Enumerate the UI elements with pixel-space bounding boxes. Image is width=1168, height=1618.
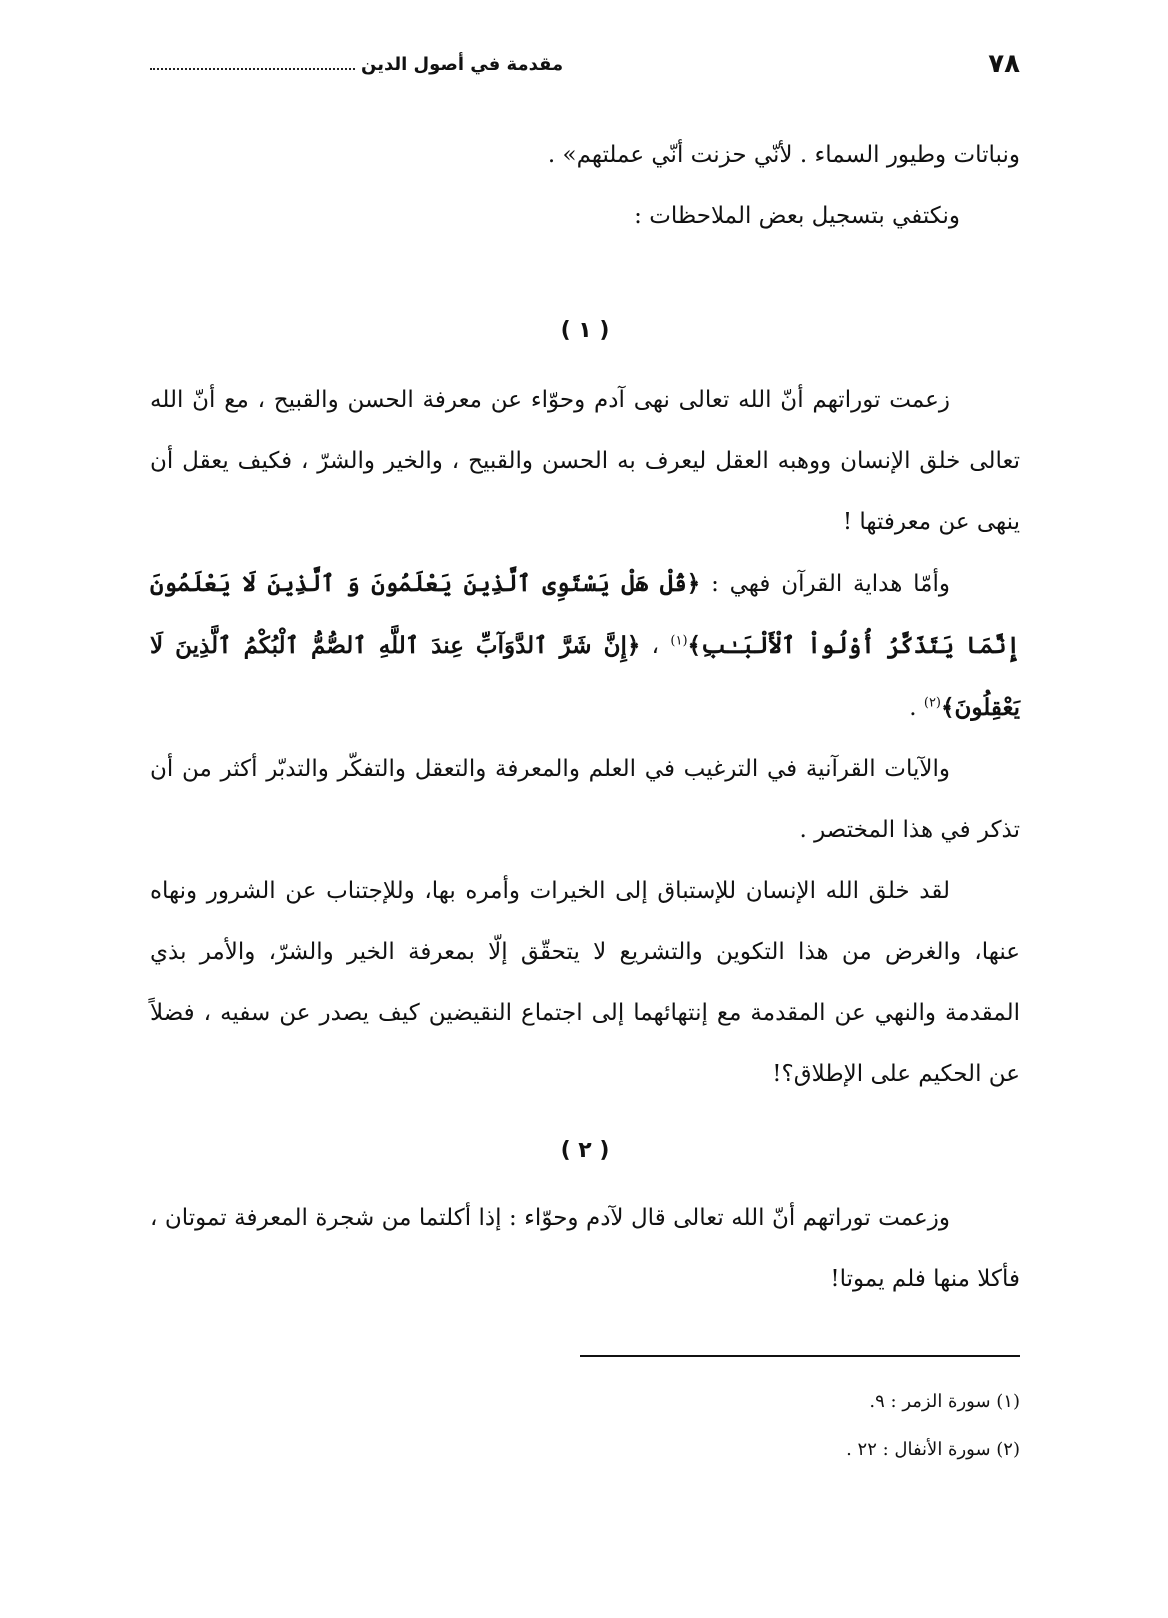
book-title: مقدمة في أصول الدين [361, 53, 564, 75]
verse-separator: ، [640, 633, 671, 659]
section-1-para-2 [150, 553, 1020, 739]
quran-verse-1: ﴿قُلْ هَلْ يَسْتَوِى ٱلَّذِينَ يَعْلَمُونَ وَ ٱلَّذِينَ لَا يَعْلَمُونَ إِنَّمَا يَتَذَكَّرُ أُوْلُواْ ٱلْأَلْبَـٰبِ﴾ [150, 570, 1020, 659]
section-2-body [150, 1188, 1020, 1310]
intro-line-1: ونباتات وطيور السماء . لأنّي حزنت أنّي عملتهم» . [547, 142, 1020, 168]
section-1-para-4: لقد خلق الله الإنسان للإستباق إلى الخيرات وأمره بها، وللإجتناب عن الشرور ونهاه عنها، والغرض من هذا التكوين والتشريع لا يتحقّق إلّا بمعرفة الخير والشرّ، والأمر بذي المقدمة والنهي عن المقدمة مع إنتهائهما إلى اجتماع النقيضين كيف يصدر عن سفيه ، فضلاً عن الحكيم على الإطلاق؟! [150, 878, 1020, 1087]
section-2-para-1: وزعمت توراتهم أنّ الله تعالى قال لآدم وحوّاء : إذا أكلتما من شجرة المعرفة تموتان ، فأكلا منها فلم يموتا! [150, 1205, 1020, 1292]
page-number: ٧٨ [988, 49, 1020, 79]
leader-dots [150, 58, 355, 70]
section-1-body [150, 370, 1020, 1105]
footnote-2: (٢) سورة الأنفال : ٢٢ . [846, 1439, 1020, 1460]
section-1-para-3: والآيات القرآنية في الترغيب في العلم والمعرفة والتعقل والتفكّر والتدبّر أكثر من أن تذكر في هذا المختصر . [150, 756, 1020, 843]
footnote-ref-1: (١) [670, 633, 688, 649]
quran-verse-2: ﴿إِنَّ شَرَّ ٱلدَّوَآبِّ عِندَ ٱللَّهِ ٱلصُّمُّ ٱلْبُكْمُ ٱلَّذِينَ لَا يَعْقِلُونَ﴾ [150, 632, 1020, 721]
intro-block [150, 125, 1020, 247]
quran-intro: وأمّا هداية القرآن فهي : [700, 571, 950, 597]
section-1-mark: ( ١ ) [560, 318, 610, 343]
intro-line-2: ونكتفي بتسجيل بعض الملاحظات : [634, 203, 960, 229]
section-2-mark: ( ٢ ) [560, 1138, 610, 1163]
running-title [150, 54, 563, 75]
page-header [150, 44, 1020, 84]
section-1-para-1: زعمت توراتهم أنّ الله تعالى نهى آدم وحوّاء عن معرفة الحسن والقبيح ، مع أنّ الله تعالى خلق الإنسان ووهبه العقل ليعرف به الحسن والقبيح ، والخير والشرّ ، فكيف يعقل أن ينهى عن معرفتها ! [150, 387, 1020, 535]
para-end: . [909, 695, 924, 721]
footnote-1: (١) سورة الزمر : ٩. [869, 1391, 1020, 1412]
footnotes [150, 1378, 1020, 1474]
footnote-ref-2: (٢) [923, 695, 941, 711]
footnote-divider [580, 1355, 1020, 1357]
